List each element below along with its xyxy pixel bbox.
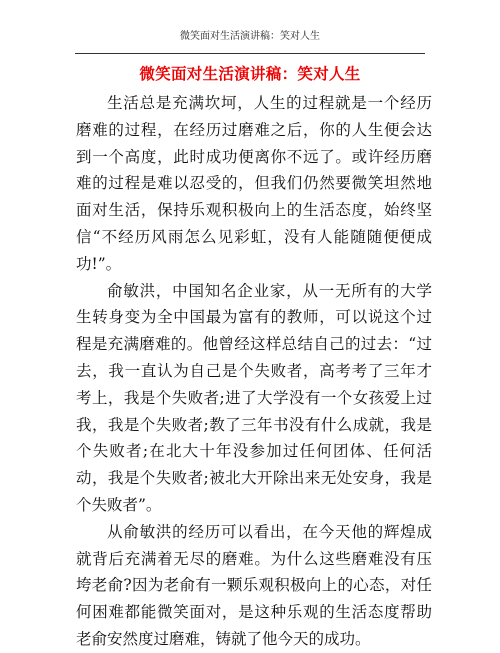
paragraph-conclusion: 从俞敏洪的经历可以看出，在今天他的辉煌成就背后充满着无尽的磨难。为什么这些磨难没有压垮老俞?因为老俞有一颗乐观积极向上的心态，对任何困难都能微笑面对，是这种乐观的生活态度帮助老俞安然度过磨难，铸就了他今天的成功。	[76, 522, 432, 648]
document-body	[76, 90, 432, 653]
paragraph-intro: 生活总是充满坎坷，人生的过程就是一个经历磨难的过程，在经历过磨难之后，你的人生便会达到一个高度，此时成功便离你不远了。或许经历磨难的过程是难以忍受的，但我们仍然要微笑坦然地面对生活，保持乐观积极向上的生活态度，始终坚信“不经历风雨怎么见彩虹，没有人能随随便便成功!”。	[76, 94, 432, 273]
paragraph-yu-minhong-story: 俞敏洪，中国知名企业家，从一无所有的大学生转身变为全中国最为富有的教师，可以说这个过程是充满磨难的。他曾经这样总结自己的过去：“过去，我一直认为自己是个失败者，高考考了三年才考上，我是个失败者;进了大学没有一个女孩爱上过我，我是个失败者;教了三年书没有什么成就，我是个失败者;在北大十年没参加过任何团体、任何活动，我是个失败者;被北大开除出来无处安身，我是个失败者”。	[76, 281, 432, 514]
header-divider	[75, 53, 425, 54]
document-title: 微笑面对生活演讲稿：笑对人生	[139, 64, 361, 83]
running-header: 微笑面对生活演讲稿：笑对人生	[180, 31, 320, 42]
